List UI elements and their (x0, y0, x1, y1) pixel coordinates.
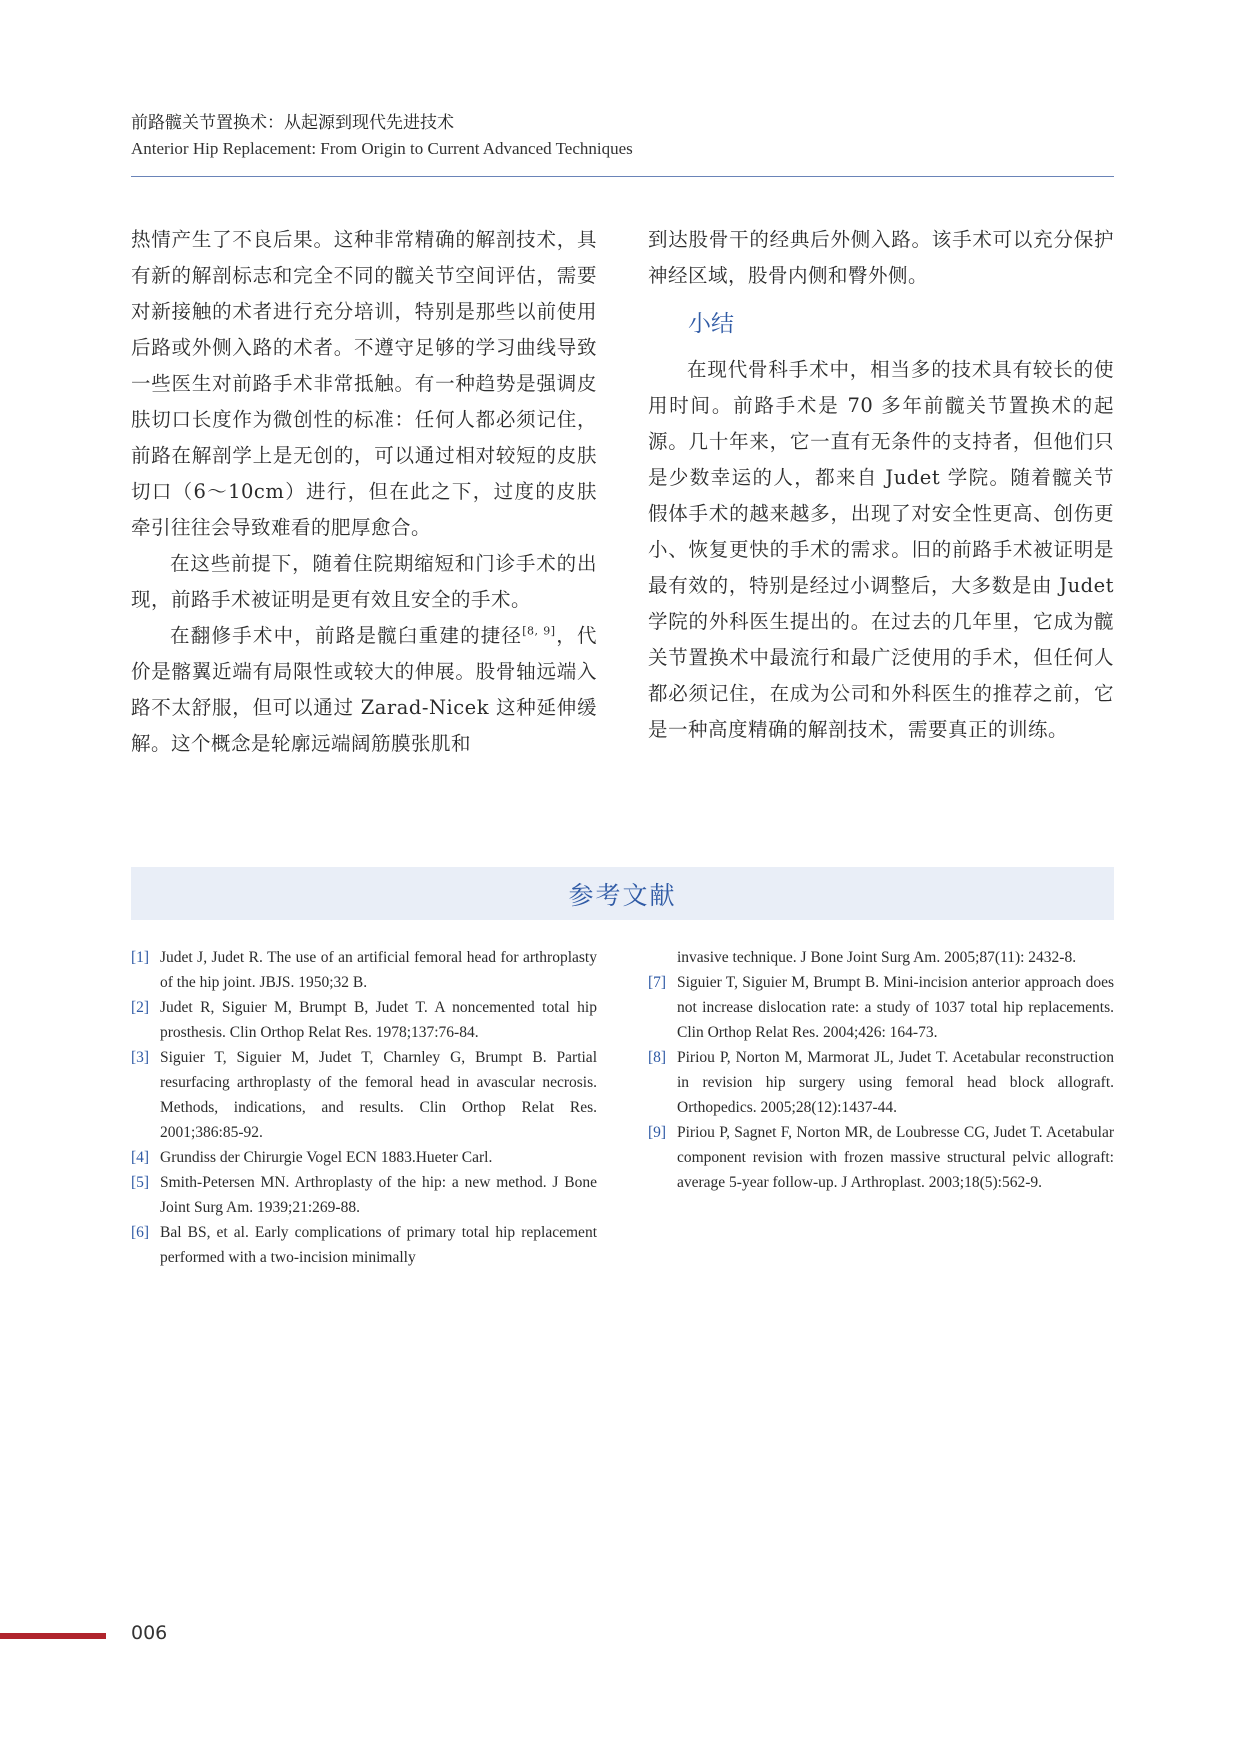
reference-item (131, 1145, 597, 1170)
reference-item (131, 995, 597, 1045)
reference-item (648, 1045, 1114, 1120)
paragraph (131, 618, 597, 762)
citation-marker: [8, 9] (522, 624, 556, 638)
paragraph-text: ，代价是髂翼近端有局限性或较大的伸展。股骨轴远端入路不太舒服，但可以通过 Zarad-Nicek 这种延伸缓解。这个概念是轮廓远端阔筋膜张肌和 (131, 624, 597, 755)
body-column-right (648, 222, 1114, 748)
reference-number: [4] (131, 1149, 150, 1166)
page-number: 006 (131, 1622, 168, 1644)
reference-text: Judet J, Judet R. The use of an artificial femoral head for arthroplasty of the hip joint. JBJS. 1950;32 B. (160, 949, 597, 991)
paragraph-text: 在翻修手术中，前路是髋臼重建的捷径 (170, 624, 523, 647)
reference-item (131, 1220, 597, 1270)
reference-item (131, 1170, 597, 1220)
reference-text: Siguier T, Siguier M, Judet T, Charnley G, Brumpt B. Partial resurfacing arthroplasty of the femoral head in avascular necrosis. Methods, indications, and results. Clin Orthop Relat Res. 2001;386:85-92. (160, 1049, 597, 1141)
reference-number: [6] (131, 1224, 150, 1241)
reference-text: Bal BS, et al. Early complications of primary total hip replacement performed with a two-incision minimally (160, 1224, 597, 1266)
reference-number: [8] (648, 1049, 667, 1066)
header-title-chinese: 前路髋关节置换术：从起源到现代先进技术 (131, 113, 454, 133)
references-title: 参考文献 (568, 880, 677, 910)
references-column-right (648, 945, 1114, 1195)
reference-number: [9] (648, 1124, 667, 1141)
reference-number: [5] (131, 1174, 150, 1191)
paragraph: 热情产生了不良后果。这种非常精确的解剖技术，具有新的解剖标志和完全不同的髋关节空间评估，需要对新接触的术者进行充分培训，特别是那些以前使用后路或外侧入路的术者。不遵守足够的学习曲线导致一些医生对前路手术非常抵触。有一种趋势是强调皮肤切口长度作为微创性的标准：任何人都必须记住，前路在解剖学上是无创的，可以通过相对较短的皮肤切口（6～10cm）进行，但在此之下，过度的皮肤牵引往往会导致难看的肥厚愈合。 (131, 228, 597, 539)
reference-text: Piriou P, Sagnet F, Norton MR, de Loubresse CG, Judet T. Acetabular component revision with frozen massive structural pelvic allograft: average 5-year follow-up. J Arthroplast. 2003;18(5):562-9. (677, 1124, 1114, 1191)
body-column-left (131, 222, 597, 762)
reference-number: [1] (131, 949, 150, 966)
reference-text: Piriou P, Norton M, Marmorat JL, Judet T. Acetabular reconstruction in revision hip surgery using femoral head block allograft. Orthopedics. 2005;28(12):1437-44. (677, 1049, 1114, 1116)
section-title: 小结 (688, 311, 734, 337)
reference-continuation: invasive technique. J Bone Joint Surg Am. 2005;87(11): 2432-8. (677, 949, 1077, 966)
reference-item (648, 1120, 1114, 1195)
reference-text: Judet R, Siguier M, Brumpt B, Judet T. A noncemented total hip prosthesis. Clin Orthop Relat Res. 1978;137:76-84. (160, 999, 597, 1041)
footer-accent-bar (0, 1633, 106, 1639)
reference-number: [7] (648, 974, 667, 991)
reference-text: Smith-Petersen MN. Arthroplasty of the hip: a new method. J Bone Joint Surg Am. 1939;21:269-88. (160, 1174, 597, 1216)
paragraph: 到达股骨干的经典后外侧入路。该手术可以充分保护神经区域，股骨内侧和臀外侧。 (648, 228, 1114, 287)
running-header (131, 112, 1114, 160)
reference-text: Siguier T, Siguier M, Brumpt B. Mini-incision anterior approach does not increase dislocation rate: a study of 1037 total hip replacements. Clin Orthop Relat Res. 2004;426: 164-73. (677, 974, 1114, 1041)
paragraph: 在这些前提下，随着住院期缩短和门诊手术的出现，前路手术被证明是更有效且安全的手术。 (131, 552, 597, 611)
reference-item (648, 970, 1114, 1045)
references-column-left (131, 945, 597, 1270)
reference-number: [2] (131, 999, 150, 1016)
paragraph: 在现代骨科手术中，相当多的技术具有较长的使用时间。前路手术是 70 多年前髋关节置换术的起源。几十年来，它一直有无条件的支持者，但他们只是少数幸运的人，都来自 Judet 学院。随着髋关节假体手术的越来越多，出现了对安全性更高、创伤更小、恢复更快的手术的需求。旧的前路手术被证明是最有效的，特别是经过小调整后，大多数是由 Judet 学院的外科医生提出的。在过去的几年里，它成为髋关节置换术中最流行和最广泛使用的手术，但任何人都必须记住，在成为公司和外科医生的推荐之前，它是一种高度精确的解剖技术，需要真正的训练。 (648, 358, 1114, 741)
reference-item (131, 1045, 597, 1145)
reference-item (131, 945, 597, 995)
reference-number: [3] (131, 1049, 150, 1066)
reference-text: Grundiss der Chirurgie Vogel ECN 1883.Hueter Carl. (160, 1149, 493, 1166)
header-divider (131, 176, 1114, 177)
references-header-bar (131, 867, 1114, 920)
header-title-english: Anterior Hip Replacement: From Origin to Current Advanced Techniques (131, 139, 633, 158)
